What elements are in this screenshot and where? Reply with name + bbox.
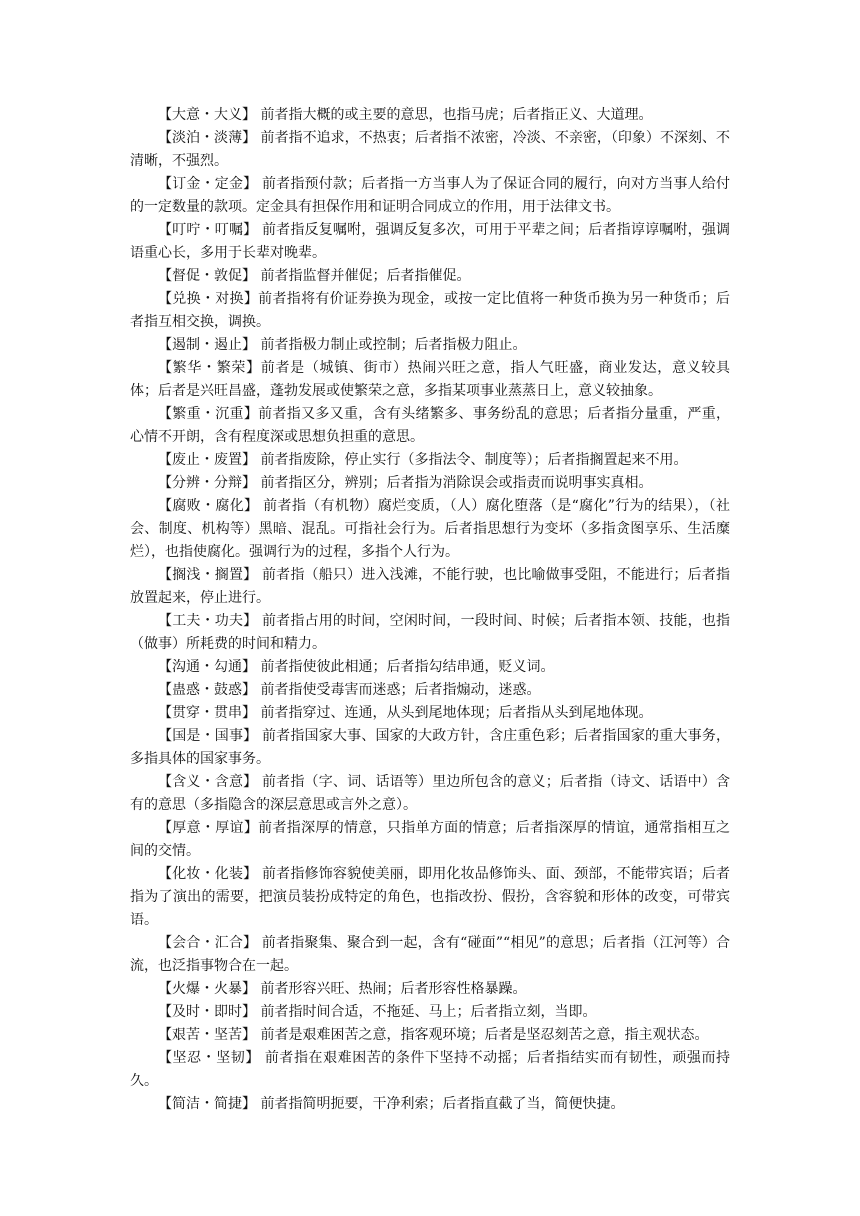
entry: [130, 288, 730, 334]
definition-text: 前者指极力制止或控制；后者指极力阻止。: [256, 337, 527, 353]
definition-text: 前者指反复嘱咐，强调反复多次，可用于平辈之间；后者指谆谆嘱咐，强调语重心长，多用于长辈对晚辈。: [130, 222, 731, 261]
definition-text: 前者指在艰难困苦的条件下坚持不动摇；后者指结实而有韧性，顽强而持久。: [130, 1050, 731, 1089]
entry: [130, 679, 730, 702]
definition-text: 前者指预付款；后者指一方当事人为了保证合同的履行，向对方当事人给付的一定数量的款项。定金具有担保作用和证明合同成立的作用，用于法律文书。: [130, 176, 731, 215]
entry: [130, 265, 730, 288]
entry: [130, 1093, 730, 1116]
term-pair: 【腐败・腐化】: [158, 498, 259, 514]
definition-text: 前者指使受毒害而迷惑；后者指煽动，迷惑。: [256, 682, 541, 698]
definition-text: 前者指占用的时间，空闲时间，一段时间、时候；后者指本领、技能，也指（做事）所耗费的时间和精力。: [130, 613, 731, 652]
entry: [130, 932, 730, 978]
term-pair: 【含义・含意】: [158, 774, 258, 790]
term-pair: 【分辨・分辩】: [158, 475, 256, 491]
term-pair: 【会合・汇合】: [158, 935, 258, 951]
entry: [130, 472, 730, 495]
entry: [130, 656, 730, 679]
term-pair: 【坚忍・坚韧】: [158, 1050, 260, 1066]
entry: [130, 978, 730, 1001]
definition-text: 前者指区分，辨别；后者指为消除误会或指责而说明事实真相。: [256, 475, 653, 491]
term-pair: 【火爆・火暴】: [158, 981, 256, 997]
entry: [130, 1024, 730, 1047]
definition-text: 前者指（有机物）腐烂变质，（人）腐化堕落（是“腐化”行为的结果），（社会、制度、机构等）黑暗、混乱。可指社会行为。后者指思想行为变坏（多指贪图享乐、生活糜烂），也指使腐化。强调行为的过程，多指个人行为。: [130, 498, 730, 560]
entry: [130, 403, 730, 449]
term-pair: 【搁浅・搁置】: [158, 567, 258, 583]
term-pair: 【国是・国事】: [158, 728, 258, 744]
definition-text: 前者指修饰容貌使美丽，即用化妆品修饰头、面、颈部，不能带宾语；后者指为了演出的需要，把演员装扮成特定的角色，也指改扮、假扮，含容貌和形体的改变，可带宾语。: [130, 866, 731, 928]
entry: [130, 863, 730, 932]
definition-text: 前者指聚集、聚合到一起，含有“碰面”“相见”的意思；后者指（江河等）合流，也泛指事物合在一起。: [130, 935, 731, 974]
entry: [130, 357, 730, 403]
entry: [130, 449, 730, 472]
term-pair: 【贯穿・贯串】: [158, 705, 256, 721]
term-pair: 【繁重・沉重】: [158, 406, 259, 422]
definition-text: 前者指简明扼要，干净利索；后者指直截了当，简便快捷。: [256, 1096, 625, 1112]
entry: [130, 104, 730, 127]
term-pair: 【艰苦・坚苦】: [158, 1027, 256, 1043]
definition-text: 前者是艰难困苦之意，指客观环境；后者是坚忍刻苦之意，指主观状态。: [256, 1027, 709, 1043]
entry: [130, 771, 730, 817]
definition-text: 前者指大概的或主要的意思，也指马虎；后者指正义、大道理。: [256, 107, 653, 123]
definition-text: 前者指穿过、连通，从头到尾地体现；后者指从头到尾地体现。: [256, 705, 653, 721]
definition-text: 前者指将有价证券换为现金，或按一定比值将一种货币换为另一种货币；后者指互相交换，调换。: [130, 291, 731, 330]
definition-text: 前者指监督并催促；后者指催促。: [256, 268, 471, 284]
entry: [130, 817, 730, 863]
entry: [130, 219, 730, 265]
definition-text: 前者指不追求，不热衷；后者指不浓密，冷淡、不亲密，（印象）不深刻、不清晰，不强烈。: [130, 130, 730, 169]
definition-text: 前者指又多又重，含有头绪繁多、事务纷乱的意思；后者指分量重，严重，心情不开朗，含有程度深或思想负担重的意思。: [130, 406, 731, 445]
entry: [130, 1047, 730, 1093]
term-pair: 【工夫・功夫】: [158, 613, 258, 629]
definition-text: 前者指国家大事、国家的大政方针，含庄重色彩；后者指国家的重大事务，多指具体的国家事务。: [130, 728, 731, 767]
term-pair: 【化妆・化装】: [158, 866, 258, 882]
term-pair: 【淡泊・淡薄】: [158, 130, 257, 146]
definition-text: 前者指（字、词、话语等）里边所包含的意义；后者指（诗文、话语中）含有的意思（多指隐含的深层意思或言外之意）。: [130, 774, 731, 813]
term-pair: 【兑换・对换】: [158, 291, 259, 307]
definition-text: 前者指深厚的情意，只指单方面的情意；后者指深厚的情谊，通常指相互之间的交情。: [130, 820, 731, 859]
term-pair: 【订金・定金】: [158, 176, 258, 192]
term-pair: 【督促・敦促】: [158, 268, 256, 284]
term-pair: 【厚意・厚谊】: [158, 820, 259, 836]
document-body: [130, 104, 730, 1116]
term-pair: 【叮咛・叮嘱】: [158, 222, 258, 238]
entry: [130, 173, 730, 219]
definition-text: 前者指使彼此相通；后者指勾结串通，贬义词。: [256, 659, 555, 675]
term-pair: 【大意・大义】: [158, 107, 256, 123]
definition-text: 前者指时间合适，不拖延、马上；后者指立刻，当即。: [256, 1004, 597, 1020]
entry: [130, 127, 730, 173]
term-pair: 【沟通・勾通】: [158, 659, 256, 675]
term-pair: 【蛊惑・鼓惑】: [158, 682, 256, 698]
term-pair: 【遏制・遏止】: [158, 337, 256, 353]
term-pair: 【及时・即时】: [158, 1004, 256, 1020]
entry: [130, 1001, 730, 1024]
term-pair: 【简洁・简捷】: [158, 1096, 256, 1112]
definition-text: 前者形容兴旺、热闹；后者形容性格暴躁。: [256, 981, 527, 997]
definition-text: 前者指废除，停止实行（多指法令、制度等）；后者指搁置起来不用。: [256, 452, 688, 468]
term-pair: 【繁华・繁荣】: [158, 360, 261, 376]
definition-text: 前者指（船只）进入浅滩，不能行驶，也比喻做事受阻，不能进行；后者指放置起来，停止进行。: [130, 567, 731, 606]
entry: [130, 725, 730, 771]
definition-text: 前者是（城镇、街市）热闹兴旺之意，指人气旺盛，商业发达，意义较具体；后者是兴旺昌盛，蓬勃发展或使繁荣之意，多指某项事业蒸蒸日上，意义较抽象。: [130, 360, 731, 399]
entry: [130, 334, 730, 357]
entry: [130, 495, 730, 564]
entry: [130, 564, 730, 610]
entry: [130, 702, 730, 725]
term-pair: 【废止・废置】: [158, 452, 256, 468]
entry: [130, 610, 730, 656]
